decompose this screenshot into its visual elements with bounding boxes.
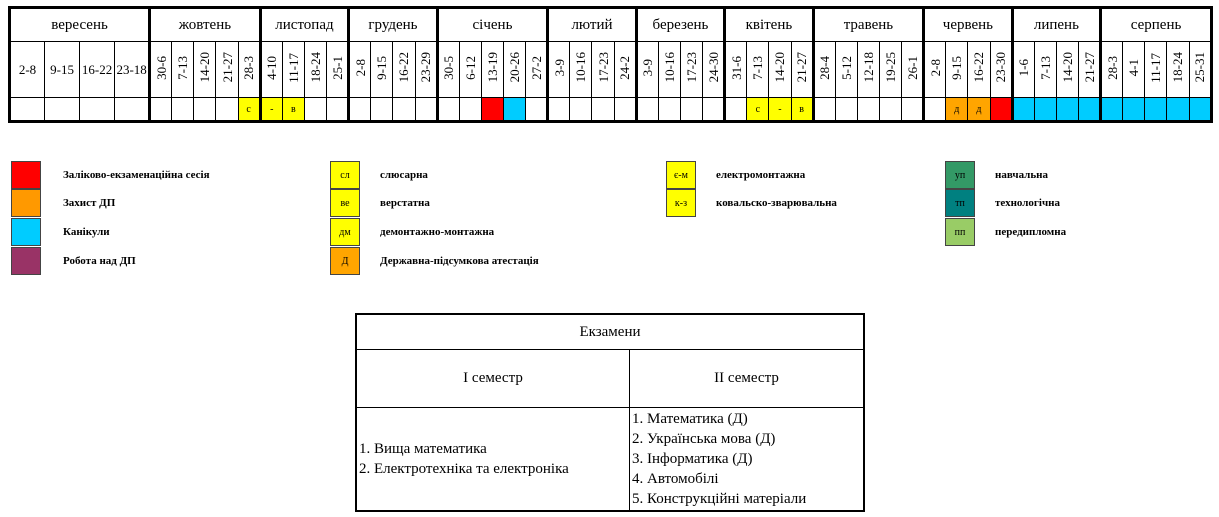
week-label: 18-24 — [1170, 52, 1186, 83]
week-range — [238, 42, 260, 98]
week-label: 17-23 — [595, 52, 611, 83]
legend-item — [945, 218, 1066, 246]
week-range — [216, 42, 238, 98]
month-header: березень — [636, 8, 724, 42]
week-mark — [592, 98, 614, 122]
week-range — [1012, 42, 1034, 98]
week-mark — [504, 98, 526, 122]
exam-item: 5. Конструкційні матеріали — [632, 491, 807, 507]
week-label: 16-22 — [971, 52, 987, 83]
exams-table — [355, 313, 865, 512]
week-label: 13-19 — [484, 52, 500, 83]
week-range — [1056, 42, 1078, 98]
week-range — [504, 42, 526, 98]
week-mark — [349, 98, 371, 122]
week-mark — [393, 98, 415, 122]
week-label: 16-22 — [81, 61, 113, 77]
week-label: 27-2 — [528, 55, 544, 80]
week-mark — [835, 98, 857, 122]
week-mark — [415, 98, 437, 122]
legend-item — [330, 189, 430, 217]
week-mark — [45, 98, 80, 122]
schedule-table — [8, 6, 1213, 123]
week-range — [879, 42, 901, 98]
legend-label: верстатна — [380, 197, 430, 209]
legend-swatch: сл — [330, 161, 360, 189]
week-range — [45, 42, 80, 98]
legend-label: навчальна — [995, 169, 1048, 181]
week-mark: д — [968, 98, 990, 122]
legend-item — [11, 189, 115, 217]
month-header: квітень — [725, 8, 813, 42]
week-mark — [481, 98, 503, 122]
month-header: червень — [924, 8, 1012, 42]
week-range — [769, 42, 791, 98]
legend-label: Канікули — [63, 226, 110, 238]
week-range — [10, 42, 45, 98]
week-range — [172, 42, 194, 98]
legend-swatch — [11, 161, 41, 189]
week-label: 19-25 — [883, 52, 898, 83]
week-range — [1145, 42, 1167, 98]
week-range — [1078, 42, 1100, 98]
week-range — [459, 42, 481, 98]
week-label: 28-3 — [241, 55, 257, 80]
week-mark — [1189, 98, 1211, 122]
week-label: 6-12 — [462, 55, 478, 80]
legend-swatch — [11, 218, 41, 246]
week-mark — [1101, 98, 1123, 122]
week-range — [1123, 42, 1145, 98]
week-label: 26-1 — [904, 55, 920, 80]
legend-swatch: к-з — [666, 189, 696, 217]
exam-item: 4. Автомобілі — [632, 471, 719, 487]
month-header: лютий — [548, 8, 636, 42]
legend-label: Захист ДП — [63, 197, 116, 209]
week-mark — [115, 98, 150, 122]
semester-2-header: ІІ семестр — [630, 350, 865, 408]
week-label: 4-10 — [264, 55, 280, 80]
week-label: 17-23 — [684, 52, 699, 83]
legend-item — [330, 247, 539, 275]
legend-item — [11, 218, 110, 246]
week-range — [570, 42, 592, 98]
month-header: січень — [437, 8, 548, 42]
week-range — [393, 42, 415, 98]
legend-item — [330, 161, 428, 189]
week-range — [725, 42, 747, 98]
week-range — [1167, 42, 1189, 98]
exam-item: 3. Інформатика (Д) — [632, 451, 753, 467]
week-range — [115, 42, 150, 98]
week-mark — [80, 98, 115, 122]
week-mark: - — [769, 98, 791, 122]
week-range — [80, 42, 115, 98]
week-mark — [548, 98, 570, 122]
exam-item: 2. Електротехніка та електроніка — [359, 461, 569, 477]
legend-swatch: ве — [330, 189, 360, 217]
week-label: 31-6 — [728, 55, 744, 80]
week-range — [415, 42, 437, 98]
week-label: 28-4 — [817, 55, 833, 80]
week-mark — [150, 98, 172, 122]
legend-swatch: дм — [330, 218, 360, 246]
legend-label: ковальско-зварювальна — [716, 197, 837, 209]
week-mark — [437, 98, 459, 122]
week-label: 21-27 — [1081, 52, 1097, 83]
week-mark: - — [260, 98, 282, 122]
week-label: 12-18 — [860, 52, 876, 83]
week-range — [282, 42, 304, 98]
month-header: серпень — [1101, 8, 1212, 42]
week-mark — [990, 98, 1012, 122]
week-label: 9-15 — [949, 55, 965, 80]
week-mark: с — [238, 98, 260, 122]
week-range — [924, 42, 946, 98]
week-mark — [614, 98, 636, 122]
week-range — [636, 42, 658, 98]
week-label: 18-24 — [307, 52, 323, 83]
week-label: 28-3 — [1104, 55, 1120, 80]
legend-label: слюсарна — [380, 169, 428, 181]
week-range — [747, 42, 769, 98]
week-range — [260, 42, 282, 98]
week-label: 21-27 — [219, 52, 235, 83]
legend-label: Державна-підсумкова атестація — [380, 255, 539, 267]
week-label: 3-9 — [551, 58, 567, 77]
month-header: вересень — [10, 8, 150, 42]
week-label: 23-18 — [116, 61, 147, 77]
week-label: 14-20 — [772, 52, 788, 83]
week-mark — [1012, 98, 1034, 122]
month-header: травень — [813, 8, 924, 42]
week-label: 7-13 — [175, 55, 191, 80]
legend-item — [666, 189, 837, 217]
week-label: 2-8 — [352, 58, 368, 77]
week-mark — [857, 98, 879, 122]
week-mark — [216, 98, 238, 122]
week-label: 24-30 — [705, 52, 721, 83]
exam-item: 1. Математика (Д) — [632, 411, 748, 427]
week-label: 14-20 — [1059, 52, 1075, 83]
legend-item — [945, 189, 1060, 217]
week-mark: д — [946, 98, 968, 122]
exam-item: 2. Українська мова (Д) — [632, 431, 776, 447]
week-label: 30-5 — [441, 55, 457, 80]
semester-1-header: І семестр — [356, 350, 630, 408]
week-label: 10-16 — [573, 52, 589, 83]
month-header: листопад — [260, 8, 348, 42]
week-mark — [636, 98, 658, 122]
week-label: 11-17 — [1148, 52, 1164, 83]
semester-2-exams — [630, 408, 865, 512]
week-label: 4-1 — [1126, 58, 1142, 77]
week-range — [614, 42, 636, 98]
week-range — [1034, 42, 1056, 98]
week-mark — [570, 98, 592, 122]
legend-label: електромонтажна — [716, 169, 806, 181]
week-range — [703, 42, 725, 98]
week-label: 16-22 — [396, 52, 412, 83]
weeks-row — [10, 42, 1212, 98]
semester-1-exams — [356, 408, 630, 512]
week-label: 9-15 — [374, 55, 390, 80]
week-mark — [1145, 98, 1167, 122]
week-label: 23-30 — [993, 52, 1009, 83]
legend-label: передипломна — [995, 226, 1067, 238]
legend-item — [666, 161, 805, 189]
marks-row — [10, 98, 1212, 122]
week-mark — [172, 98, 194, 122]
week-mark — [813, 98, 835, 122]
week-range — [946, 42, 968, 98]
week-range — [327, 42, 349, 98]
week-label: 10-16 — [661, 52, 677, 83]
week-range — [1101, 42, 1123, 98]
legend-swatch — [11, 189, 41, 217]
months-row — [10, 8, 1212, 42]
week-range — [349, 42, 371, 98]
week-mark: в — [282, 98, 304, 122]
week-range — [194, 42, 216, 98]
week-mark — [902, 98, 924, 122]
week-range — [680, 42, 702, 98]
week-label: 1-6 — [1016, 58, 1032, 77]
week-range — [304, 42, 326, 98]
week-range — [548, 42, 570, 98]
week-label: 21-27 — [794, 52, 810, 83]
week-label: 7-13 — [1037, 55, 1053, 80]
week-label: 14-20 — [197, 52, 213, 83]
week-mark — [194, 98, 216, 122]
week-mark — [1056, 98, 1078, 122]
week-range — [791, 42, 813, 98]
week-range — [902, 42, 924, 98]
week-label: 7-13 — [750, 55, 766, 80]
week-range — [835, 42, 857, 98]
week-mark — [703, 98, 725, 122]
week-label: 23-29 — [418, 52, 434, 83]
week-mark — [1123, 98, 1145, 122]
week-range — [1189, 42, 1211, 98]
week-label: 25-31 — [1192, 52, 1208, 83]
month-header: липень — [1012, 8, 1100, 42]
legend-label: технологічна — [995, 197, 1061, 209]
week-mark — [680, 98, 702, 122]
week-mark — [371, 98, 393, 122]
week-label: 2-8 — [927, 58, 943, 77]
week-label: 9-15 — [50, 61, 74, 77]
week-range — [857, 42, 879, 98]
week-mark — [658, 98, 680, 122]
week-range — [150, 42, 172, 98]
week-mark: с — [747, 98, 769, 122]
week-mark — [10, 98, 45, 122]
legend-swatch: уп — [945, 161, 975, 189]
week-mark — [1167, 98, 1189, 122]
legend-swatch: пп — [945, 218, 975, 246]
legend-item — [11, 161, 210, 189]
week-label: 25-1 — [329, 55, 345, 80]
week-mark — [304, 98, 326, 122]
legend-swatch: тп — [945, 189, 975, 217]
legend-label: демонтажно-монтажна — [380, 226, 495, 238]
legend-swatch: Д — [330, 247, 360, 275]
week-range — [371, 42, 393, 98]
week-mark — [924, 98, 946, 122]
legend-item — [11, 247, 136, 275]
exam-item: 1. Вища математика — [359, 441, 487, 457]
month-header: грудень — [349, 8, 437, 42]
legend-item — [945, 161, 1048, 189]
exams-title: Екзамени — [356, 314, 864, 350]
month-header: жовтень — [150, 8, 261, 42]
week-mark — [459, 98, 481, 122]
legend-label: Робота над ДП — [63, 255, 136, 267]
week-range — [526, 42, 548, 98]
week-mark — [1078, 98, 1100, 122]
week-mark — [879, 98, 901, 122]
legend-swatch — [11, 247, 41, 275]
week-range — [813, 42, 835, 98]
week-label: 2-8 — [18, 61, 37, 77]
week-range — [990, 42, 1012, 98]
week-label: 24-2 — [617, 55, 633, 80]
week-label: 3-9 — [640, 58, 656, 77]
week-range — [658, 42, 680, 98]
week-range — [968, 42, 990, 98]
legend-swatch: є-м — [666, 161, 696, 189]
legend-item — [330, 218, 494, 246]
week-mark — [1034, 98, 1056, 122]
week-mark: в — [791, 98, 813, 122]
week-range — [592, 42, 614, 98]
week-label: 5-12 — [838, 55, 854, 80]
week-range — [481, 42, 503, 98]
legend-label: Заліково-екзаменаційна сесія — [63, 169, 210, 181]
week-mark — [327, 98, 349, 122]
week-label: 20-26 — [507, 52, 523, 83]
week-mark — [526, 98, 548, 122]
week-label: 30-6 — [153, 55, 169, 80]
week-mark — [725, 98, 747, 122]
week-label: 11-17 — [285, 52, 301, 83]
week-range — [437, 42, 459, 98]
